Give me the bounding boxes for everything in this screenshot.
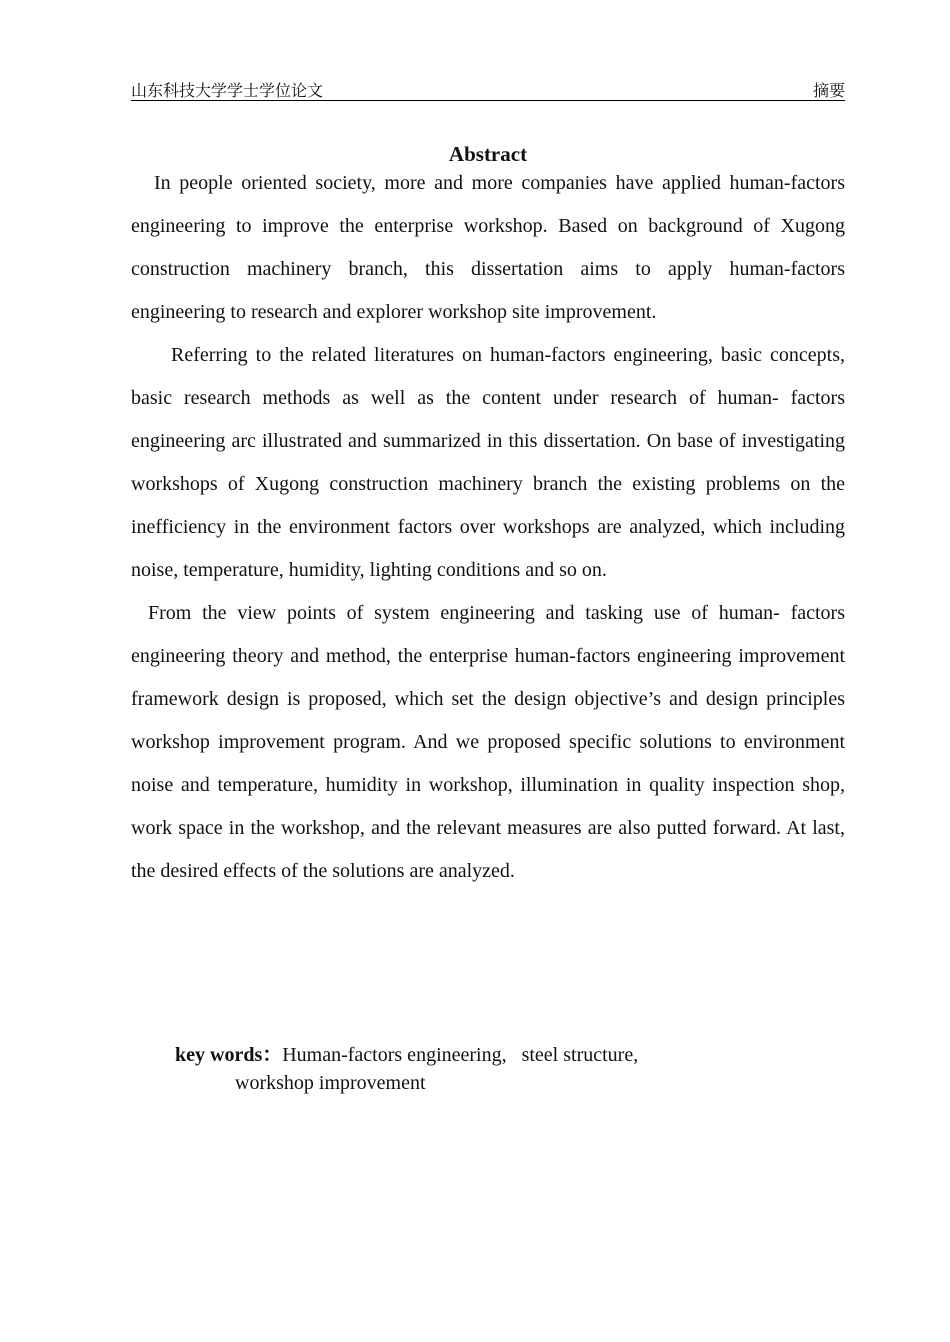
keywords-line-2: workshop improvement [235,1072,426,1094]
header-section-name: 摘要 [812,83,845,100]
keywords-line-1 [175,1041,735,1069]
header-thesis-title: 山东科技大学学士学位论文 [131,83,324,100]
abstract-body [131,162,845,893]
keywords-text-1: Human-factors engineering, steel structure, [282,1044,639,1066]
abstract-paragraph-1: In people oriented society, more and more companies have applied human-factors engineering to improve the enterprise workshop. Based on background of Xugong construction machinery branch, this dissertation aims to apply human-factors engineering to research and explorer workshop site improvement. [131,172,845,323]
abstract-title: Abstract [448,142,528,166]
abstract-paragraph-2: Referring to the related literatures on human-factors engineering, basic concepts, basic research methods as well as the content under research of human- factors engineering arc illustrated and summarized in this dissertation. On base of investigating workshops of Xugong construction machinery branch the existing problems on the inefficiency in the environment factors over workshops are analyzed, which including noise, temperature, humidity, lighting conditions and so on. [131,344,845,581]
page-header [131,76,845,101]
keywords-block [175,1041,735,1097]
keywords-label: key words： [175,1044,283,1066]
abstract-paragraph-3: From the view points of system engineering and tasking use of human- factors engineering theory and method, the enterprise human-factors engineering improvement framework design is proposed, which set the design objective’s and design principles workshop improvement program. And we proposed specific solutions to environment noise and temperature, humidity in workshop, illumination in quality inspection shop, work space in the workshop, and the relevant measures are also putted forward. At last, the desired effects of the solutions are analyzed. [131,602,845,882]
